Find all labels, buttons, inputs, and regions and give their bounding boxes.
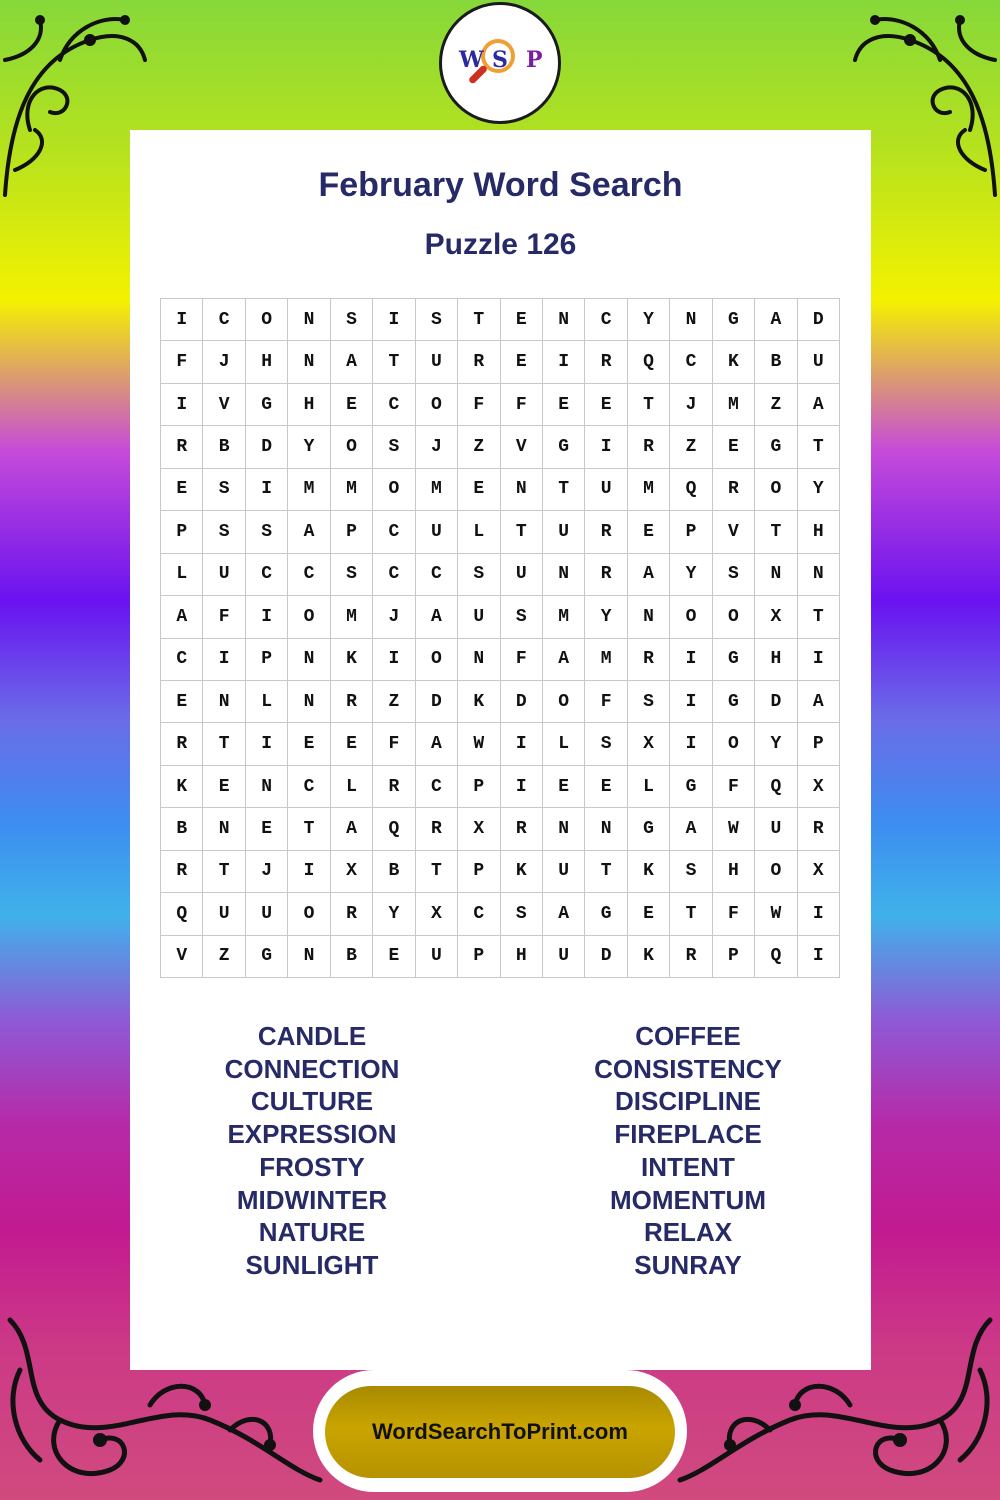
grid-cell[interactable]: I — [798, 639, 840, 681]
grid-cell[interactable]: J — [670, 384, 712, 426]
grid-cell[interactable]: Y — [798, 469, 840, 511]
grid-cell[interactable]: N — [755, 554, 797, 596]
grid-cell[interactable]: N — [543, 299, 585, 341]
word-list-item: FIREPLACE — [614, 1119, 762, 1150]
grid-cell[interactable]: I — [501, 766, 543, 808]
grid-cell[interactable]: S — [628, 681, 670, 723]
grid-cell[interactable]: F — [585, 681, 627, 723]
grid-cell[interactable]: S — [246, 511, 288, 553]
grid-cell[interactable]: I — [373, 299, 415, 341]
grid-cell[interactable]: K — [628, 936, 670, 978]
grid-cell[interactable]: Y — [628, 299, 670, 341]
grid-cell[interactable]: D — [585, 936, 627, 978]
grid-cell[interactable]: C — [373, 554, 415, 596]
grid-cell[interactable]: G — [246, 936, 288, 978]
grid-cell[interactable]: R — [373, 766, 415, 808]
grid-cell[interactable]: B — [161, 808, 203, 850]
grid-cell[interactable]: D — [755, 681, 797, 723]
grid-cell[interactable]: Q — [161, 893, 203, 935]
grid-cell[interactable]: H — [288, 384, 330, 426]
grid-cell[interactable]: S — [373, 426, 415, 468]
logo-letter-w: W — [459, 47, 484, 73]
word-list-item: SUNRAY — [634, 1249, 742, 1280]
grid-cell[interactable]: N — [543, 808, 585, 850]
grid-cell[interactable]: U — [416, 511, 458, 553]
grid-cell[interactable]: G — [246, 384, 288, 426]
grid-cell[interactable]: Y — [670, 554, 712, 596]
site-url: WordSearchToPrint.com — [372, 1419, 628, 1444]
grid-cell[interactable]: E — [373, 936, 415, 978]
grid-cell[interactable]: R — [161, 851, 203, 893]
grid-cell[interactable]: E — [628, 893, 670, 935]
grid-cell[interactable]: X — [416, 893, 458, 935]
grid-cell[interactable]: X — [755, 596, 797, 638]
flourish-top-left — [0, 0, 150, 200]
grid-cell[interactable]: Z — [458, 426, 500, 468]
grid-cell[interactable]: O — [246, 299, 288, 341]
grid-cell[interactable]: R — [331, 681, 373, 723]
grid-cell[interactable]: M — [288, 469, 330, 511]
grid-cell[interactable]: A — [798, 384, 840, 426]
grid-cell[interactable]: V — [713, 511, 755, 553]
grid-cell[interactable]: K — [331, 639, 373, 681]
grid-cell[interactable]: A — [416, 596, 458, 638]
grid-cell[interactable]: Z — [670, 426, 712, 468]
grid-cell[interactable]: W — [458, 723, 500, 765]
grid-cell[interactable]: T — [416, 851, 458, 893]
grid-cell[interactable]: S — [501, 893, 543, 935]
grid-cell[interactable]: E — [543, 766, 585, 808]
grid-cell[interactable]: T — [798, 426, 840, 468]
grid-cell[interactable]: I — [246, 469, 288, 511]
grid-cell[interactable]: G — [670, 766, 712, 808]
grid-cell[interactable]: E — [713, 426, 755, 468]
grid-cell[interactable]: O — [373, 469, 415, 511]
grid-cell[interactable]: R — [585, 554, 627, 596]
word-list-item: DISCIPLINE — [615, 1086, 761, 1117]
grid-cell[interactable]: N — [246, 766, 288, 808]
grid-cell[interactable]: F — [458, 384, 500, 426]
grid-cell[interactable]: N — [798, 554, 840, 596]
grid-cell[interactable]: I — [161, 299, 203, 341]
grid-cell[interactable]: X — [331, 851, 373, 893]
grid-cell[interactable]: X — [628, 723, 670, 765]
grid-cell[interactable]: U — [416, 341, 458, 383]
grid-cell[interactable]: M — [628, 469, 670, 511]
grid-cell[interactable]: I — [798, 893, 840, 935]
grid-cell[interactable]: P — [798, 723, 840, 765]
grid-cell[interactable]: I — [543, 341, 585, 383]
grid-cell[interactable]: N — [670, 299, 712, 341]
grid-cell[interactable]: R — [585, 511, 627, 553]
grid-cell[interactable]: M — [416, 469, 458, 511]
grid-cell[interactable]: N — [203, 808, 245, 850]
grid-cell[interactable]: F — [203, 596, 245, 638]
grid-cell[interactable]: J — [203, 341, 245, 383]
grid-cell[interactable]: F — [501, 384, 543, 426]
grid-cell[interactable]: S — [416, 299, 458, 341]
grid-cell[interactable]: O — [755, 469, 797, 511]
grid-cell[interactable]: H — [713, 851, 755, 893]
grid-cell[interactable]: M — [713, 384, 755, 426]
grid-cell[interactable]: G — [713, 299, 755, 341]
grid-cell[interactable]: M — [543, 596, 585, 638]
grid-cell[interactable]: U — [543, 851, 585, 893]
grid-cell[interactable]: Q — [373, 808, 415, 850]
word-list-item: CULTURE — [250, 1086, 374, 1117]
grid-cell[interactable]: L — [628, 766, 670, 808]
grid-cell[interactable]: Y — [373, 893, 415, 935]
grid-cell[interactable]: A — [798, 681, 840, 723]
grid-cell[interactable]: S — [203, 469, 245, 511]
grid-cell[interactable]: T — [203, 851, 245, 893]
grid-cell[interactable]: N — [458, 639, 500, 681]
grid-cell[interactable]: P — [458, 766, 500, 808]
grid-cell[interactable]: S — [331, 299, 373, 341]
grid-cell[interactable]: W — [755, 893, 797, 935]
grid-cell[interactable]: Z — [373, 681, 415, 723]
grid-cell[interactable]: E — [203, 766, 245, 808]
grid-cell[interactable]: X — [798, 851, 840, 893]
grid-cell[interactable]: E — [246, 808, 288, 850]
word-list-item: EXPRESSION — [227, 1119, 397, 1150]
grid-cell[interactable]: H — [798, 511, 840, 553]
grid-cell[interactable]: T — [501, 511, 543, 553]
grid-cell[interactable]: G — [713, 681, 755, 723]
grid-cell[interactable]: Z — [203, 936, 245, 978]
grid-cell[interactable]: U — [203, 893, 245, 935]
grid-cell[interactable]: K — [161, 766, 203, 808]
grid-cell[interactable]: T — [543, 469, 585, 511]
word-list-right — [538, 1020, 838, 1282]
grid-cell[interactable]: R — [585, 341, 627, 383]
grid-cell[interactable]: R — [628, 639, 670, 681]
grid-cell[interactable]: V — [161, 936, 203, 978]
grid-cell[interactable]: E — [331, 723, 373, 765]
grid-cell[interactable]: F — [713, 766, 755, 808]
grid-cell[interactable]: T — [755, 511, 797, 553]
grid-cell[interactable]: Q — [755, 766, 797, 808]
grid-cell[interactable]: H — [755, 639, 797, 681]
grid-cell[interactable]: P — [713, 936, 755, 978]
grid-cell[interactable]: P — [161, 511, 203, 553]
grid-cell[interactable]: U — [543, 936, 585, 978]
grid-cell[interactable]: O — [288, 596, 330, 638]
grid-cell[interactable]: J — [416, 426, 458, 468]
grid-cell[interactable]: A — [543, 639, 585, 681]
word-list-item: NATURE — [258, 1217, 366, 1248]
grid-cell[interactable]: E — [161, 681, 203, 723]
grid-cell[interactable]: Q — [670, 469, 712, 511]
grid-cell[interactable]: D — [416, 681, 458, 723]
grid-cell[interactable]: Y — [755, 723, 797, 765]
word-list-item: CONNECTION — [224, 1053, 400, 1084]
puzzle-card — [130, 130, 871, 1370]
logo-letter-p: P — [526, 47, 543, 73]
grid-cell[interactable]: R — [798, 808, 840, 850]
grid-cell[interactable]: N — [288, 341, 330, 383]
grid-cell[interactable]: T — [798, 596, 840, 638]
grid-cell[interactable]: X — [798, 766, 840, 808]
grid-cell[interactable]: G — [755, 426, 797, 468]
word-list-item: CANDLE — [257, 1021, 367, 1051]
grid-cell[interactable]: N — [628, 596, 670, 638]
grid-cell[interactable]: X — [458, 808, 500, 850]
grid-cell[interactable]: I — [670, 723, 712, 765]
grid-cell[interactable]: Y — [288, 426, 330, 468]
grid-cell[interactable]: A — [628, 554, 670, 596]
grid-cell[interactable]: E — [628, 511, 670, 553]
grid-cell[interactable]: G — [713, 639, 755, 681]
word-list-item: MOMENTUM — [610, 1184, 766, 1215]
grid-cell[interactable]: O — [670, 596, 712, 638]
flourish-top-right — [850, 0, 1000, 200]
grid-cell[interactable]: C — [416, 554, 458, 596]
grid-cell[interactable]: I — [246, 596, 288, 638]
logo-letter-s: S — [492, 47, 508, 73]
grid-cell[interactable]: I — [246, 723, 288, 765]
grid-cell[interactable]: C — [458, 893, 500, 935]
grid-cell[interactable]: J — [246, 851, 288, 893]
grid-cell[interactable]: O — [416, 639, 458, 681]
grid-cell[interactable]: U — [416, 936, 458, 978]
grid-cell[interactable]: C — [373, 511, 415, 553]
word-list-item: RELAX — [643, 1217, 733, 1248]
grid-cell[interactable]: C — [161, 639, 203, 681]
grid-cell[interactable]: G — [543, 426, 585, 468]
grid-cell[interactable]: T — [288, 808, 330, 850]
word-list-item: MIDWINTER — [236, 1184, 388, 1215]
grid-cell[interactable]: J — [373, 596, 415, 638]
grid-cell[interactable]: Z — [755, 384, 797, 426]
grid-cell[interactable]: D — [798, 299, 840, 341]
grid-cell[interactable]: N — [288, 299, 330, 341]
grid-cell[interactable]: R — [670, 936, 712, 978]
grid-cell[interactable]: U — [585, 469, 627, 511]
grid-cell[interactable]: K — [713, 341, 755, 383]
grid-cell[interactable]: I — [585, 426, 627, 468]
word-list-item: CONSISTENCY — [594, 1053, 782, 1084]
grid-cell[interactable]: C — [416, 766, 458, 808]
site-link-button[interactable] — [325, 1386, 675, 1478]
grid-cell[interactable]: I — [670, 681, 712, 723]
grid-cell[interactable]: A — [755, 299, 797, 341]
grid-cell[interactable]: C — [246, 554, 288, 596]
grid-cell[interactable]: P — [458, 936, 500, 978]
grid-cell[interactable]: E — [585, 384, 627, 426]
puzzle-title: February Word Search — [318, 166, 683, 204]
grid-cell[interactable]: T — [585, 851, 627, 893]
grid-cell[interactable]: U — [203, 554, 245, 596]
grid-cell[interactable]: O — [288, 893, 330, 935]
grid-cell[interactable]: N — [203, 681, 245, 723]
word-list-item: FROSTY — [259, 1151, 365, 1182]
grid-cell[interactable]: O — [713, 723, 755, 765]
grid-cell[interactable]: O — [713, 596, 755, 638]
grid-cell[interactable]: S — [585, 723, 627, 765]
grid-cell[interactable]: N — [585, 808, 627, 850]
grid-cell[interactable]: H — [501, 936, 543, 978]
grid-cell[interactable]: B — [755, 341, 797, 383]
word-list-item: SUNLIGHT — [245, 1249, 379, 1280]
grid-cell[interactable]: Q — [628, 341, 670, 383]
grid-cell[interactable]: I — [670, 639, 712, 681]
grid-cell[interactable]: R — [416, 808, 458, 850]
grid-cell[interactable]: A — [331, 808, 373, 850]
grid-cell[interactable]: L — [161, 554, 203, 596]
grid-cell[interactable]: A — [416, 723, 458, 765]
grid-cell[interactable]: C — [585, 299, 627, 341]
grid-cell[interactable]: L — [543, 723, 585, 765]
grid-cell[interactable]: A — [670, 808, 712, 850]
grid-cell[interactable]: E — [543, 384, 585, 426]
grid-cell[interactable]: M — [585, 639, 627, 681]
grid-cell[interactable]: E — [585, 766, 627, 808]
grid-cell[interactable]: R — [458, 341, 500, 383]
letter-grid — [160, 298, 840, 978]
grid-cell[interactable]: E — [458, 469, 500, 511]
grid-cell[interactable]: F — [713, 893, 755, 935]
grid-cell[interactable]: I — [203, 639, 245, 681]
grid-cell[interactable]: L — [246, 681, 288, 723]
grid-cell[interactable]: U — [755, 808, 797, 850]
grid-cell[interactable]: E — [331, 384, 373, 426]
grid-cell[interactable]: I — [288, 851, 330, 893]
grid-cell[interactable]: W — [713, 808, 755, 850]
grid-cell[interactable]: Y — [585, 596, 627, 638]
grid-cell[interactable]: B — [331, 936, 373, 978]
grid-cell[interactable]: B — [373, 851, 415, 893]
word-list-item: INTENT — [641, 1151, 735, 1182]
grid-cell[interactable]: K — [628, 851, 670, 893]
word-list-left — [162, 1020, 462, 1282]
grid-cell[interactable]: A — [288, 511, 330, 553]
grid-cell[interactable]: S — [458, 554, 500, 596]
grid-cell[interactable]: N — [288, 936, 330, 978]
grid-cell[interactable]: B — [203, 426, 245, 468]
grid-cell[interactable]: N — [288, 681, 330, 723]
grid-cell[interactable]: S — [713, 554, 755, 596]
grid-cell[interactable]: P — [670, 511, 712, 553]
word-list-item: COFFEE — [635, 1021, 741, 1051]
grid-cell[interactable]: D — [246, 426, 288, 468]
grid-cell[interactable]: R — [501, 808, 543, 850]
grid-cell[interactable]: U — [543, 511, 585, 553]
grid-cell[interactable]: R — [628, 426, 670, 468]
grid-cell[interactable]: E — [501, 299, 543, 341]
grid-cell[interactable]: O — [331, 426, 373, 468]
grid-cell[interactable]: Q — [755, 936, 797, 978]
grid-cell[interactable]: U — [798, 341, 840, 383]
grid-cell[interactable]: R — [713, 469, 755, 511]
grid-cell[interactable]: A — [161, 596, 203, 638]
grid-cell[interactable]: V — [501, 426, 543, 468]
grid-cell[interactable]: U — [246, 893, 288, 935]
grid-cell[interactable]: P — [246, 639, 288, 681]
grid-cell[interactable]: R — [161, 426, 203, 468]
grid-cell[interactable]: S — [203, 511, 245, 553]
grid-cell[interactable]: C — [203, 299, 245, 341]
grid-cell[interactable]: T — [458, 299, 500, 341]
grid-cell[interactable]: C — [288, 554, 330, 596]
grid-cell[interactable]: A — [331, 341, 373, 383]
grid-cell[interactable]: P — [331, 511, 373, 553]
puzzle-number: Puzzle 126 — [424, 228, 577, 261]
grid-cell[interactable]: T — [203, 723, 245, 765]
wsp-logo[interactable] — [439, 2, 561, 124]
grid-cell[interactable]: G — [585, 893, 627, 935]
grid-cell[interactable]: G — [628, 808, 670, 850]
grid-cell[interactable]: D — [501, 681, 543, 723]
footer-badge — [313, 1370, 687, 1492]
grid-cell[interactable]: M — [331, 596, 373, 638]
grid-cell[interactable]: E — [501, 341, 543, 383]
grid-cell[interactable]: T — [373, 341, 415, 383]
grid-cell[interactable]: N — [543, 554, 585, 596]
grid-cell[interactable]: L — [458, 511, 500, 553]
grid-cell[interactable]: A — [543, 893, 585, 935]
grid-cell[interactable]: C — [670, 341, 712, 383]
grid-cell[interactable]: E — [161, 469, 203, 511]
grid-cell[interactable]: L — [331, 766, 373, 808]
grid-cell[interactable]: H — [246, 341, 288, 383]
grid-cell[interactable]: I — [501, 723, 543, 765]
grid-cell[interactable]: M — [331, 469, 373, 511]
grid-cell[interactable]: O — [755, 851, 797, 893]
grid-cell[interactable]: S — [670, 851, 712, 893]
grid-cell[interactable]: T — [628, 384, 670, 426]
grid-cell[interactable]: O — [416, 384, 458, 426]
grid-cell[interactable]: V — [203, 384, 245, 426]
grid-cell[interactable]: C — [373, 384, 415, 426]
grid-cell[interactable]: F — [501, 639, 543, 681]
grid-cell[interactable]: N — [501, 469, 543, 511]
grid-cell[interactable]: K — [501, 851, 543, 893]
grid-cell[interactable]: I — [798, 936, 840, 978]
grid-cell[interactable]: U — [458, 596, 500, 638]
grid-cell[interactable]: K — [458, 681, 500, 723]
grid-cell[interactable]: S — [501, 596, 543, 638]
grid-cell[interactable]: P — [458, 851, 500, 893]
grid-cell[interactable]: S — [331, 554, 373, 596]
grid-cell[interactable]: I — [161, 384, 203, 426]
grid-cell[interactable]: U — [501, 554, 543, 596]
grid-cell[interactable]: O — [543, 681, 585, 723]
grid-cell[interactable]: E — [288, 723, 330, 765]
grid-cell[interactable]: N — [288, 639, 330, 681]
grid-cell[interactable]: C — [288, 766, 330, 808]
grid-cell[interactable]: R — [331, 893, 373, 935]
grid-cell[interactable]: T — [670, 893, 712, 935]
grid-cell[interactable]: F — [373, 723, 415, 765]
grid-cell[interactable]: I — [373, 639, 415, 681]
grid-cell[interactable]: F — [161, 341, 203, 383]
grid-cell[interactable]: R — [161, 723, 203, 765]
